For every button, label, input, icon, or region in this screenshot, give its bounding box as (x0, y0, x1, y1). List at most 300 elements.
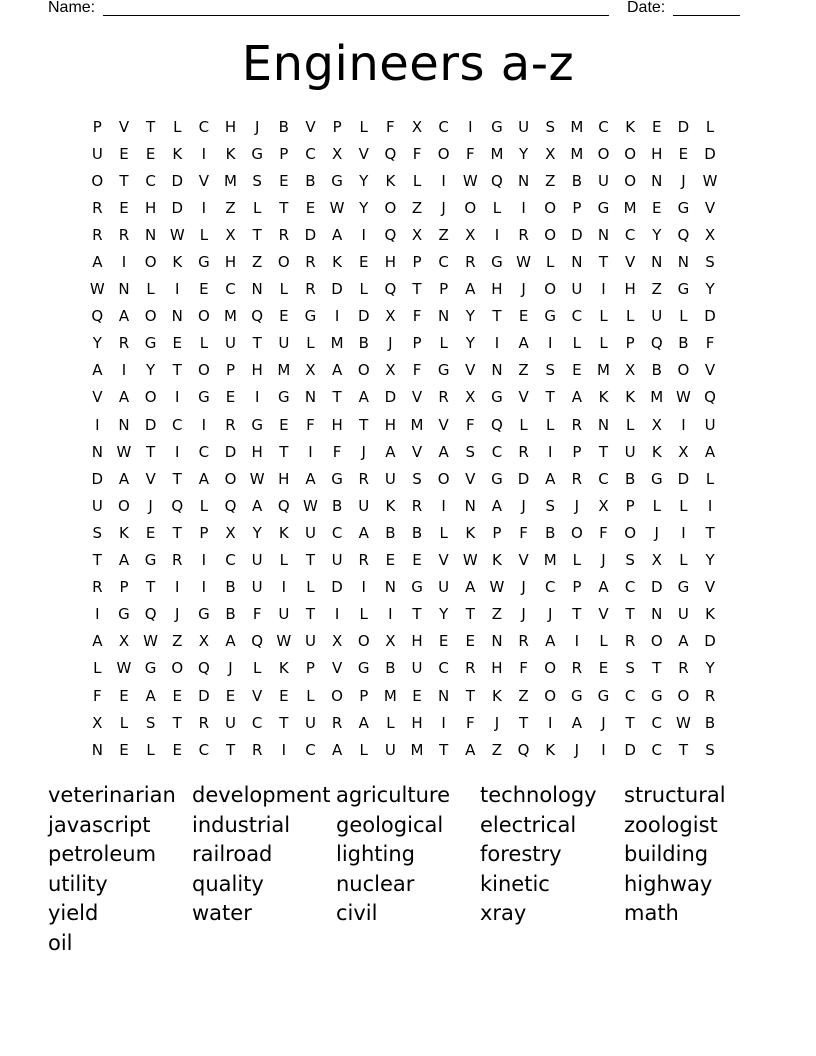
grid-letter: Z (518, 361, 529, 380)
grid-letter: G (650, 469, 663, 488)
grid-letter: G (198, 253, 210, 272)
grid-letter: U (251, 578, 263, 597)
grid-letter: F (332, 442, 342, 461)
grid-letter: I (681, 415, 686, 434)
grid-letter: G (677, 198, 690, 217)
grid-letter: A (678, 632, 689, 651)
grid-letter: A (704, 442, 716, 461)
grid-letter: U (225, 713, 237, 732)
grid-letter: I (121, 361, 127, 380)
grid-letter: S (92, 523, 103, 542)
grid-letter: N (91, 740, 103, 759)
grid-letter: L (199, 496, 209, 515)
grid-row (84, 601, 723, 628)
grid-letter: J (601, 713, 606, 732)
grid-letter: V (704, 578, 716, 597)
grid-letter: Y (92, 334, 102, 353)
grid-row (84, 303, 723, 330)
grid-letter: T (279, 713, 289, 732)
grid-letter: C (651, 713, 663, 732)
grid-letter: L (546, 415, 555, 434)
grid-letter: C (571, 307, 583, 326)
grid-letter: K (465, 523, 476, 542)
grid-letter: V (145, 469, 156, 488)
grid-letter: P (572, 578, 582, 597)
grid-letter: T (572, 605, 582, 624)
grid-row (84, 465, 723, 492)
grid-letter: B (225, 578, 236, 597)
grid-letter: I (175, 442, 180, 461)
grid-letter: X (331, 144, 343, 163)
grid-letter: N (491, 361, 503, 380)
grid-letter: X (385, 361, 396, 380)
grid-letter: G (650, 686, 663, 705)
grid-letter: M (623, 198, 637, 217)
grid-letter: E (279, 415, 289, 434)
grid-letter: Q (677, 225, 690, 244)
grid-letter: P (279, 144, 289, 163)
grid-letter: S (545, 496, 555, 515)
grid-letter: O (624, 523, 637, 542)
grid-letter: R (704, 686, 716, 705)
grid-letter: U (278, 605, 290, 624)
grid-letter: I (254, 388, 260, 407)
grid-letter: P (572, 198, 582, 217)
grid-letter: J (601, 551, 606, 570)
grid-letter: I (281, 578, 287, 597)
grid-letter: R (118, 334, 130, 353)
grid-letter: I (361, 225, 366, 244)
date-label: Date: (627, 0, 666, 16)
grid-letter: U (411, 659, 423, 678)
word-bank-item: railroad (192, 842, 273, 867)
grid-letter: V (465, 361, 476, 380)
grid-letter: A (545, 632, 556, 651)
grid-letter: B (278, 117, 289, 136)
grid-letter: F (412, 144, 422, 163)
grid-letter: L (199, 225, 209, 244)
grid-letter: L (146, 280, 155, 299)
grid-letter: E (119, 144, 129, 163)
grid-letter: U (278, 334, 290, 353)
word-bank-item: kinetic (480, 871, 550, 896)
grid-letter: H (144, 198, 157, 217)
grid-letter: K (705, 605, 715, 624)
grid-letter: X (118, 632, 130, 651)
grid-letter: Z (438, 225, 449, 244)
grid-letter: A (118, 551, 130, 570)
grid-letter: F (412, 307, 422, 326)
grid-letter: V (198, 171, 210, 190)
word-bank-item: nuclear (336, 871, 415, 896)
grid-letter: N (384, 578, 396, 597)
word-bank-item: geological (336, 812, 444, 837)
grid-letter: Y (146, 361, 156, 380)
grid-letter: E (385, 551, 396, 570)
grid-letter: L (386, 713, 395, 732)
grid-letter: T (625, 605, 635, 624)
grid-letter: O (597, 144, 610, 163)
grid-letter: I (361, 578, 366, 597)
grid-letter: H (491, 659, 503, 678)
grid-letter: Q (144, 605, 157, 624)
grid-letter: M (277, 361, 291, 380)
grid-letter: L (679, 307, 688, 326)
grid-letter: A (331, 361, 343, 380)
grid-letter: X (305, 361, 316, 380)
grid-letter: C (544, 578, 556, 597)
grid-letter: A (118, 469, 130, 488)
grid-letter: G (198, 605, 210, 624)
grid-letter: H (224, 253, 237, 272)
grid-letter: G (198, 388, 210, 407)
grid-letter: C (251, 713, 263, 732)
grid-letter: K (545, 740, 556, 759)
grid-letter: H (384, 415, 396, 434)
grid-row (84, 492, 723, 519)
grid-letter: P (119, 578, 129, 597)
grid-letter: Y (359, 198, 369, 217)
grid-letter: A (465, 578, 476, 597)
grid-letter: W (675, 388, 691, 407)
grid-letter: F (252, 605, 262, 624)
grid-letter: L (252, 198, 262, 217)
grid-letter: R (92, 578, 103, 597)
grid-letter: O (144, 253, 157, 272)
grid-letter: D (144, 415, 157, 434)
grid-letter: A (92, 253, 103, 272)
grid-letter: F (306, 415, 315, 434)
grid-letter: N (464, 496, 476, 515)
grid-letter: I (388, 605, 393, 624)
grid-letter: I (175, 280, 180, 299)
grid-letter: C (331, 523, 343, 542)
grid-letter: C (305, 740, 316, 759)
grid-letter: A (118, 388, 130, 407)
grid-letter: E (119, 198, 129, 217)
grid-letter: E (172, 686, 182, 705)
grid-letter: A (438, 442, 449, 461)
grid-letter: J (494, 713, 500, 732)
grid-letter: J (361, 442, 366, 461)
grid-letter: L (199, 334, 209, 353)
grid-letter: L (625, 307, 635, 326)
grid-row (84, 411, 723, 438)
grid-letter: W (329, 198, 345, 217)
grid-letter: C (598, 469, 609, 488)
grid-letter: G (277, 388, 290, 407)
grid-letter: W (89, 280, 105, 299)
grid-row (84, 682, 723, 709)
grid-letter: D (171, 171, 184, 190)
grid-letter: T (705, 523, 715, 542)
grid-letter: T (359, 415, 369, 434)
grid-letter: G (437, 361, 450, 380)
grid-letter: I (201, 415, 207, 434)
grid-letter: E (145, 144, 156, 163)
grid-letter: B (411, 523, 423, 542)
grid-letter: O (224, 469, 237, 488)
grid-letter: N (438, 686, 450, 705)
grid-letter: R (358, 551, 369, 570)
grid-letter: U (304, 632, 316, 651)
grid-letter: H (331, 415, 343, 434)
grid-letter: R (305, 253, 316, 272)
grid-letter: L (146, 740, 155, 759)
grid-letter: X (465, 225, 476, 244)
grid-letter: E (279, 686, 289, 705)
grid-letter: L (306, 578, 315, 597)
grid-letter: A (92, 632, 103, 651)
grid-letter: T (92, 551, 102, 570)
grid-letter: O (544, 659, 557, 678)
grid-letter: I (201, 578, 207, 597)
grid-letter: K (625, 117, 636, 136)
grid-letter: T (146, 117, 156, 136)
grid-letter: E (678, 144, 689, 163)
grid-letter: L (705, 117, 715, 136)
grid-letter: I (201, 144, 207, 163)
grid-letter: E (412, 551, 422, 570)
grid-letter: T (279, 442, 289, 461)
grid-letter: W (169, 225, 185, 244)
grid-letter: D (91, 469, 104, 488)
grid-letter: G (304, 307, 317, 326)
page-title: Engineers a-z (241, 36, 575, 92)
grid-letter: U (331, 551, 343, 570)
grid-row (84, 574, 723, 601)
grid-letter: T (465, 686, 475, 705)
grid-letter: S (545, 117, 555, 136)
grid-letter: P (625, 496, 635, 515)
grid-letter: B (678, 334, 689, 353)
grid-letter: T (439, 740, 449, 759)
grid-letter: O (437, 144, 450, 163)
grid-letter: E (172, 334, 182, 353)
grid-letter: O (277, 253, 290, 272)
grid-letter: A (465, 280, 476, 299)
grid-letter: I (494, 334, 500, 353)
grid-letter: Z (518, 686, 529, 705)
grid-letter: Y (252, 523, 262, 542)
grid-letter: W (116, 659, 132, 678)
grid-letter: E (438, 632, 449, 651)
grid-letter: S (545, 361, 555, 380)
grid-letter: C (624, 225, 636, 244)
grid-letter: U (304, 713, 316, 732)
grid-letter: Z (651, 280, 662, 299)
grid-letter: F (465, 415, 475, 434)
grid-letter: W (516, 253, 531, 272)
grid-letter: G (571, 686, 583, 705)
grid-letter: U (677, 605, 689, 624)
grid-letter: M (410, 740, 424, 759)
grid-letter: R (305, 280, 316, 299)
grid-letter: M (570, 117, 584, 136)
grid-row (84, 113, 723, 140)
grid-letter: D (198, 686, 210, 705)
grid-letter: P (625, 334, 635, 353)
grid-letter: E (145, 523, 156, 542)
grid-letter: O (650, 632, 663, 651)
grid-letter: J (254, 117, 260, 136)
grid-letter: R (438, 388, 449, 407)
grid-letter: Y (439, 605, 449, 624)
grid-letter: D (304, 225, 317, 244)
word-bank-item: water (192, 901, 252, 926)
grid-letter: R (465, 253, 476, 272)
grid-letter: A (252, 496, 263, 515)
grid-letter: A (571, 713, 582, 732)
grid-letter: B (358, 334, 369, 353)
grid-letter: S (412, 469, 422, 488)
grid-letter: G (331, 469, 343, 488)
grid-letter: K (225, 144, 236, 163)
grid-row (84, 167, 723, 194)
grid-letter: M (490, 144, 504, 163)
grid-letter: U (304, 523, 316, 542)
grid-letter: C (624, 578, 636, 597)
grid-letter: P (92, 117, 102, 136)
grid-letter: R (678, 659, 689, 678)
grid-letter: D (384, 388, 397, 407)
grid-letter: T (146, 578, 156, 597)
grid-letter: S (625, 659, 635, 678)
grid-letter: R (225, 415, 236, 434)
word-bank-item: building (624, 842, 709, 867)
grid-letter: R (251, 740, 263, 759)
grid-letter: F (93, 686, 102, 705)
grid-letter: T (225, 740, 236, 759)
grid-letter: N (171, 307, 183, 326)
grid-letter: P (305, 659, 315, 678)
grid-letter: Q (277, 496, 290, 515)
grid-letter: M (410, 415, 424, 434)
grid-letter: D (517, 469, 530, 488)
grid-letter: O (544, 198, 557, 217)
grid-letter: H (624, 280, 636, 299)
grid-letter: F (705, 334, 715, 353)
grid-letter: E (279, 307, 289, 326)
grid-letter: L (492, 198, 502, 217)
grid-letter: Y (705, 280, 715, 299)
grid-letter: D (704, 144, 716, 163)
word-bank-item: math (624, 901, 679, 926)
grid-letter: D (650, 578, 663, 597)
word-bank-item: agriculture (336, 783, 450, 807)
grid-letter: V (465, 469, 476, 488)
grid-letter: O (331, 686, 343, 705)
grid-letter: X (385, 307, 396, 326)
grid-letter: I (201, 198, 207, 217)
grid-letter: O (437, 469, 450, 488)
grid-letter: I (468, 117, 473, 136)
grid-letter: I (547, 713, 553, 732)
grid-letter: N (517, 171, 530, 190)
grid-letter: A (198, 469, 210, 488)
grid-letter: M (224, 307, 237, 326)
grid-letter: R (518, 442, 529, 461)
grid-letter: O (357, 361, 370, 380)
grid-letter: V (598, 605, 609, 624)
grid-letter: R (331, 713, 343, 732)
grid-letter: J (521, 605, 526, 624)
grid-letter: M (383, 686, 397, 705)
grid-letter: N (491, 632, 503, 651)
grid-letter: X (225, 523, 236, 542)
grid-letter: S (625, 551, 635, 570)
grid-letter: K (492, 686, 502, 705)
grid-letter: D (357, 307, 370, 326)
grid-letter: U (518, 117, 530, 136)
word-bank-item: structural (624, 783, 726, 807)
grid-letter: J (547, 605, 553, 624)
grid-letter: X (678, 442, 689, 461)
grid-letter: L (279, 551, 288, 570)
grid-letter: A (358, 523, 369, 542)
grid-letter: V (704, 361, 716, 380)
grid-letter: N (438, 307, 450, 326)
grid-letter: P (226, 361, 236, 380)
grid-letter: J (148, 496, 153, 515)
grid-letter: R (571, 659, 583, 678)
grid-letter: O (144, 307, 157, 326)
grid-letter: K (492, 551, 502, 570)
grid-row (84, 519, 723, 546)
grid-letter: O (197, 361, 210, 380)
grid-letter: T (598, 253, 609, 272)
grid-letter: L (359, 280, 368, 299)
grid-letter: T (332, 388, 342, 407)
grid-letter: L (252, 659, 262, 678)
grid-letter: Z (491, 740, 503, 759)
grid-letter: I (281, 740, 287, 759)
grid-letter: O (197, 307, 210, 326)
grid-row (84, 438, 723, 465)
grid-letter: R (518, 225, 529, 244)
grid-letter: V (358, 144, 369, 163)
grid-letter: P (439, 280, 449, 299)
grid-letter: N (91, 442, 103, 461)
grid-letter: G (144, 551, 157, 570)
grid-letter: S (705, 740, 715, 759)
word-bank-item: veterinarian (48, 783, 176, 807)
grid-letter: E (412, 686, 422, 705)
grid-letter: O (544, 686, 557, 705)
grid-letter: Z (491, 605, 503, 624)
grid-letter: L (599, 334, 608, 353)
grid-letter: L (572, 334, 582, 353)
grid-letter: R (278, 225, 290, 244)
grid-letter: A (385, 442, 396, 461)
grid-letter: J (681, 171, 686, 190)
grid-letter: N (118, 415, 130, 434)
grid-letter: J (441, 198, 446, 217)
grid-letter: L (652, 496, 661, 515)
grid-letter: U (358, 496, 370, 515)
grid-letter: J (521, 280, 526, 299)
grid-letter: T (492, 307, 502, 326)
grid-letter: A (225, 632, 236, 651)
grid-letter: S (705, 253, 715, 272)
grid-letter: D (677, 469, 690, 488)
grid-letter: O (384, 198, 397, 217)
grid-row (84, 140, 723, 167)
grid-letter: I (308, 442, 313, 461)
grid-letter: N (144, 225, 157, 244)
grid-letter: E (598, 659, 609, 678)
grid-letter: Y (705, 551, 715, 570)
